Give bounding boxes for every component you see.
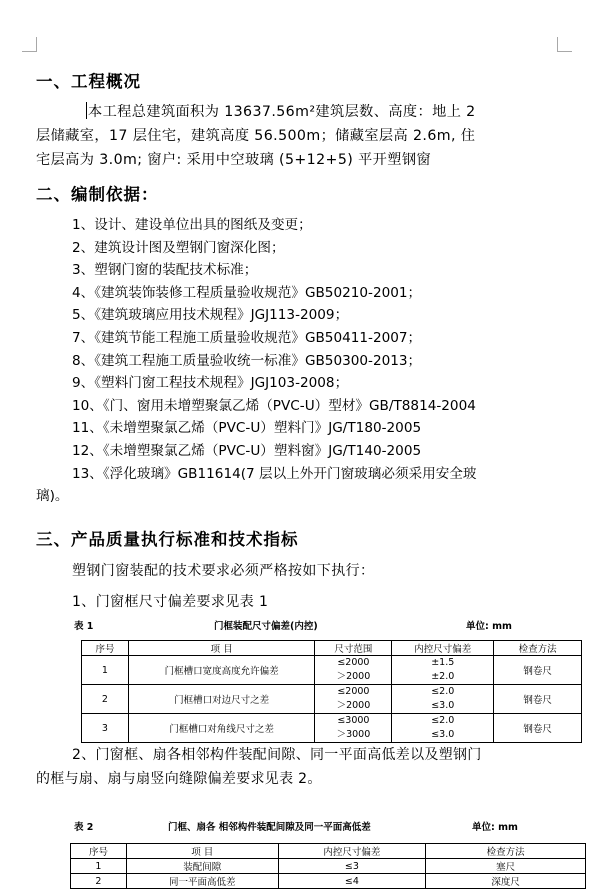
cell-no: 2 xyxy=(82,685,129,714)
cell-method: 深度尺 xyxy=(426,874,586,889)
cell-range: ≤3000 ＞3000 xyxy=(315,714,392,743)
cell-item: 同一平面高低差 xyxy=(126,874,278,889)
section-heading: 一、工程概况 xyxy=(36,72,141,91)
list-item: 3、塑钢门窗的装配技术标准； xyxy=(72,262,258,279)
section-heading: 二、编制依据： xyxy=(36,185,159,204)
header-cell: 内控尺寸偏差 xyxy=(392,641,494,656)
text-cursor xyxy=(86,102,87,119)
table-row xyxy=(71,874,586,889)
header-cell: 检查方法 xyxy=(426,844,586,859)
cell-method: 塞尺 xyxy=(426,859,586,874)
margin-corner-mark xyxy=(557,37,572,52)
list-item: 13、《浮化玻璃》GB11614(7 层以上外开门窗玻璃必须采用安全玻 xyxy=(72,465,477,482)
table-row xyxy=(82,714,582,743)
table-title: 门框装配尺寸偏差(内控) xyxy=(214,621,318,632)
header-cell: 检查方法 xyxy=(494,641,582,656)
table-title: 门框、扇各 相邻构件装配间隙及同一平面高低差 xyxy=(168,822,371,833)
cell-item: 装配间隙 xyxy=(126,859,278,874)
table-header-row xyxy=(82,641,582,656)
table-unit: 单位: mm xyxy=(466,621,512,632)
table-row xyxy=(71,859,586,874)
header-cell: 内控尺寸偏差 xyxy=(278,844,426,859)
list-item-continuation: 璃)。 xyxy=(36,488,69,505)
list-item: 12、《未增塑聚氯乙烯（PVC-U）塑料窗》JG/T140-2005 xyxy=(72,442,422,459)
list-item: 5、《建筑玻璃应用技术规程》JGJ113-2009； xyxy=(72,307,349,324)
deviation-table-1 xyxy=(81,640,582,743)
header-cell: 项 目 xyxy=(128,641,315,656)
paragraph-line: 宅层高为 3.0m; 窗户: 采用中空玻璃 (5+12+5) 平开塑钢窗 xyxy=(36,152,432,168)
header-cell: 尺寸范围 xyxy=(315,641,392,656)
cell-range: ≤2000 ＞2000 xyxy=(315,685,392,714)
cell-deviation: ≤4 xyxy=(278,874,426,889)
cell-no: 3 xyxy=(82,714,129,743)
reference-list xyxy=(36,214,588,508)
paragraph[interactable] xyxy=(36,744,588,791)
table-row xyxy=(82,656,582,685)
cell-no: 1 xyxy=(71,859,127,874)
list-item: 4、《建筑装饰装修工程质量验收规范》GB50210-2001； xyxy=(72,284,422,301)
cell-range: ≤2000 ＞2000 xyxy=(315,656,392,685)
paragraph-line: 本工程总建筑面积为 13637.56m²建筑层数、高度：地上 2 xyxy=(88,104,476,120)
list-item: 9、《塑料门窗工程技术规程》JGJ103-2008； xyxy=(72,375,349,392)
margin-corner-mark xyxy=(22,37,37,52)
header-cell: 项 目 xyxy=(126,844,278,859)
table-unit: 单位: mm xyxy=(472,822,518,833)
deviation-table-2 xyxy=(70,843,586,889)
cell-item: 门框槽口对边尺寸之差 xyxy=(128,685,315,714)
list-item: 8、《建筑工程施工质量验收统一标准》GB50300-2013； xyxy=(72,352,422,369)
paragraph-line: 层储藏室，17 层住宅，建筑高度 56.500m；储藏室层高 2.6m, 住 xyxy=(36,128,476,144)
paragraph[interactable] xyxy=(36,100,584,172)
cell-deviation: ≤2.0 ≤3.0 xyxy=(392,714,494,743)
section-intro: 塑钢门窗装配的技术要求必须严格按如下执行： xyxy=(72,563,375,579)
cell-item: 门框槽口宽度高度允许偏差 xyxy=(128,656,315,685)
paragraph-line: 的框与扇、扇与扇竖向缝隙偏差要求见表 2。 xyxy=(36,770,322,787)
list-item: 1、设计、建设单位出具的图纸及变更； xyxy=(72,217,312,233)
list-item: 7、《建筑节能工程施工质量验收规范》GB50411-2007； xyxy=(72,329,422,346)
list-item: 11、《未增塑聚氯乙烯（PVC-U）塑料门》JG/T180-2005 xyxy=(72,420,422,437)
header-cell: 序号 xyxy=(82,641,129,656)
cell-item: 门框槽口对角线尺寸之差 xyxy=(128,714,315,743)
cell-method: 钢卷尺 xyxy=(494,685,582,714)
cell-deviation: ±1.5 ±2.0 xyxy=(392,656,494,685)
table-header-row xyxy=(71,844,586,859)
cell-method: 钢卷尺 xyxy=(494,656,582,685)
table-label: 表 2 xyxy=(74,822,94,833)
cell-no: 1 xyxy=(82,656,129,685)
list-item: 2、建筑设计图及塑钢门窗深化图； xyxy=(72,239,285,256)
cell-no: 2 xyxy=(71,874,127,889)
cell-method: 钢卷尺 xyxy=(494,714,582,743)
table-label: 表 1 xyxy=(74,621,94,632)
cell-deviation: ≤2.0 ≤3.0 xyxy=(392,685,494,714)
header-cell: 序号 xyxy=(71,844,127,859)
cell-deviation: ≤3 xyxy=(278,859,426,874)
list-item: 10、《门、窗用未增塑聚氯乙烯（PVC-U）型材》GB/T8814-2004 xyxy=(72,397,476,414)
table-row xyxy=(82,685,582,714)
subsection-title: 1、门窗框尺寸偏差要求见表 1 xyxy=(72,594,269,610)
paragraph-line: 2、门窗框、扇各相邻构件装配间隙、同一平面高低差以及塑钢门 xyxy=(72,747,482,763)
section-heading: 三、产品质量执行标准和技术指标 xyxy=(36,530,299,549)
